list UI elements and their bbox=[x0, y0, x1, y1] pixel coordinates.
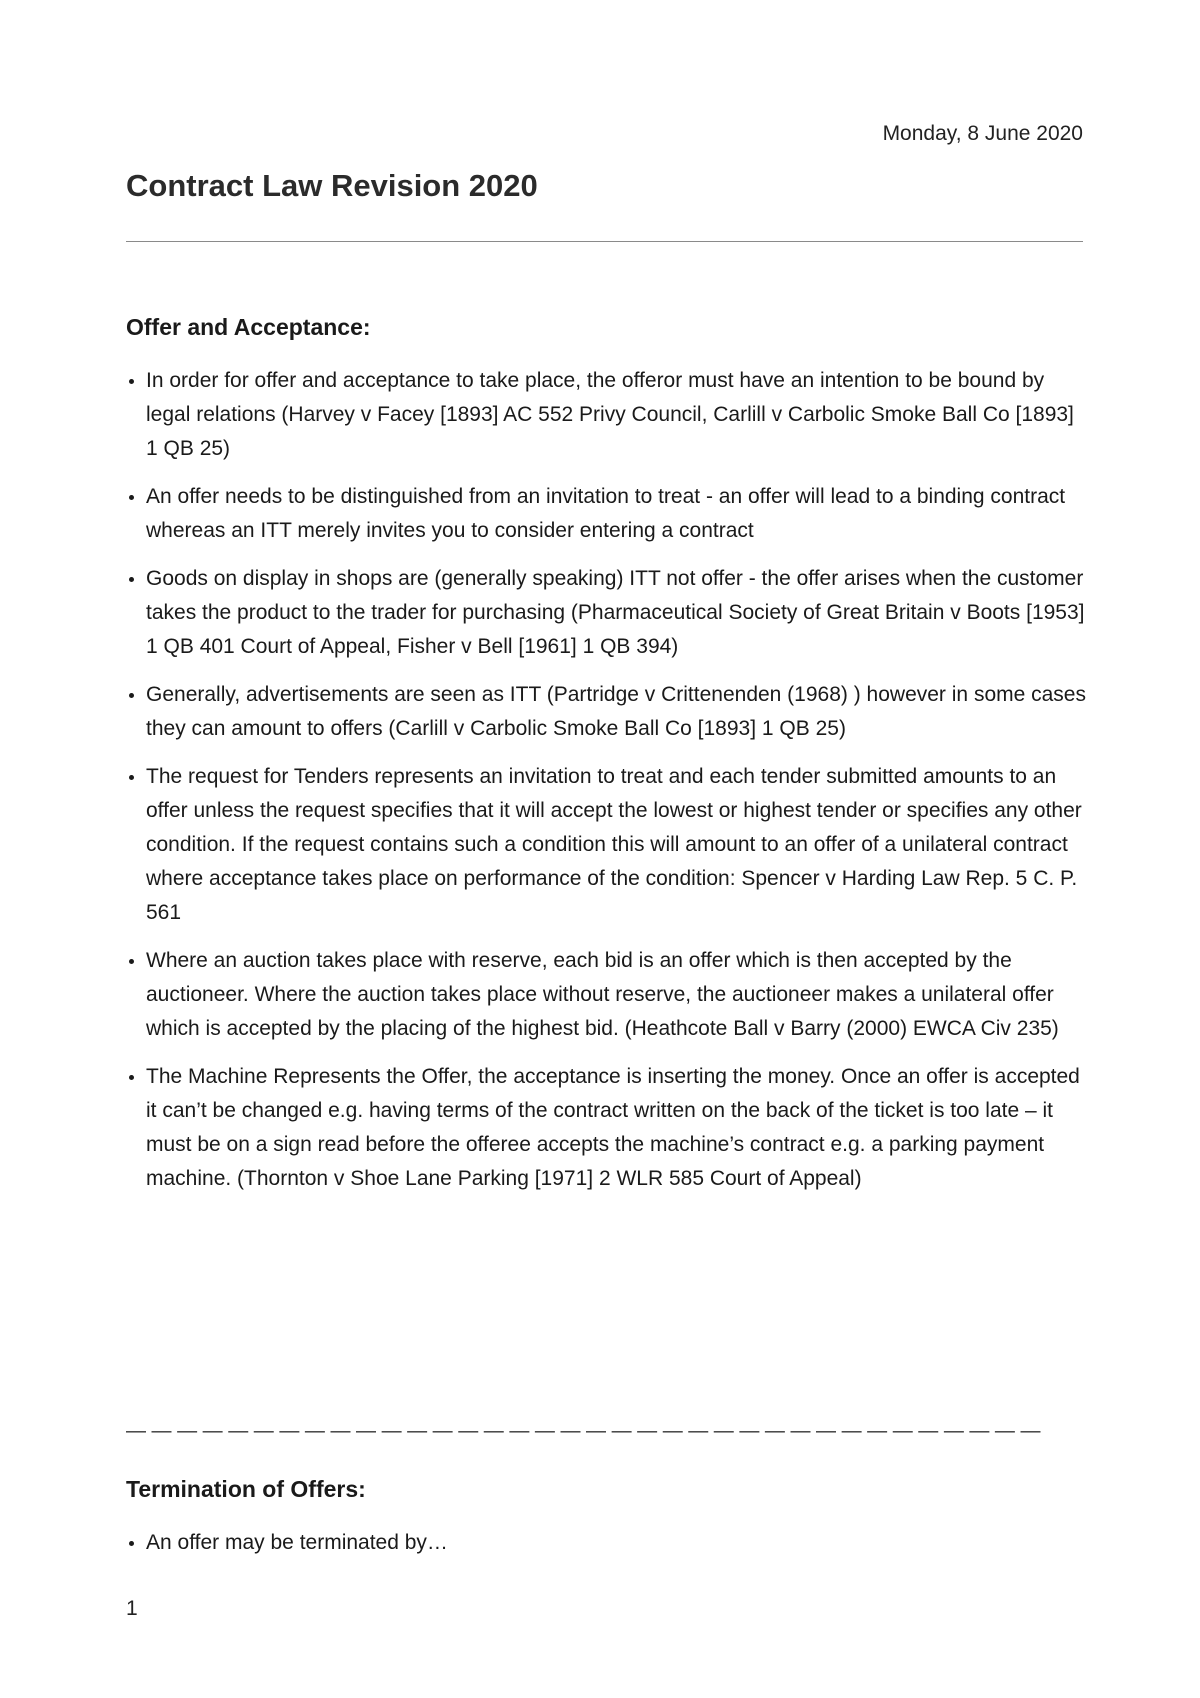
section-separator: — — — — — — — — — — — — — — — — — — — — — — — — — — — — — — — — — — — — bbox=[126, 1420, 1041, 1442]
list-item bbox=[126, 480, 1086, 548]
document-date: Monday, 8 June 2020 bbox=[882, 122, 1083, 145]
list-item-text: The Machine Represents the Offer, the acceptance is inserting the money. Once an offer is accepted it can’t be changed e.g. having terms of the contract written on the back of the ticket is too late – it must be on a sign read before the offeree accepts the machine’s contract e.g. a parking payment machine. (Thornton v Shoe Lane Parking [1971] 2 WLR 585 Court of Appeal) bbox=[146, 1065, 1080, 1190]
list-item bbox=[126, 1060, 1086, 1196]
list-item bbox=[126, 678, 1086, 746]
bullet-icon bbox=[129, 1541, 134, 1546]
list-item bbox=[126, 562, 1086, 664]
list-item bbox=[126, 944, 1086, 1046]
list-item-text: An offer may be terminated by… bbox=[146, 1531, 448, 1554]
section-heading-offer-acceptance: Offer and Acceptance: bbox=[126, 314, 371, 340]
bullet-icon bbox=[129, 495, 134, 500]
page-number: 1 bbox=[126, 1597, 138, 1620]
list-item bbox=[126, 760, 1086, 930]
bullet-icon bbox=[129, 775, 134, 780]
bullet-icon bbox=[129, 379, 134, 384]
page-title: Contract Law Revision 2020 bbox=[126, 168, 538, 203]
list-item-text: In order for offer and acceptance to take place, the offeror must have an intention to be bound by legal relations (Harvey v Facey [1893] AC 552 Privy Council, Carlill v Carbolic Smoke Ball Co [1893] 1 QB 25) bbox=[146, 369, 1074, 460]
list-item bbox=[126, 364, 1086, 466]
list-item-text: Goods on display in shops are (generally speaking) ITT not offer - the offer arises when the customer takes the product to the trader for purchasing (Pharmaceutical Society of Great Britain v Boots [1953] 1 QB 401 Court of Appeal, Fisher v Bell [1961] 1 QB 394) bbox=[146, 567, 1085, 658]
list-item-text: An offer needs to be distinguished from an invitation to treat - an offer will lead to a binding contract whereas an ITT merely invites you to consider entering a contract bbox=[146, 485, 1066, 542]
list-item-text: Generally, advertisements are seen as ITT (Partridge v Crittenenden (1968) ) however in some cases they can amount to offers (Carlill v Carbolic Smoke Ball Co [1893] 1 QB 25) bbox=[146, 683, 1086, 740]
list-item-text: Where an auction takes place with reserve, each bid is an offer which is then accepted by the auctioneer. Where the auction takes place without reserve, the auctioneer makes a unilateral offer which is accepted by the placing of the highest bid. (Heathcote Ball v Barry (2000) EWCA Civ 235) bbox=[146, 949, 1059, 1040]
bullet-icon bbox=[129, 577, 134, 582]
section-heading-termination: Termination of Offers: bbox=[126, 1476, 366, 1502]
bullet-icon bbox=[129, 693, 134, 698]
bullet-icon bbox=[129, 1075, 134, 1080]
offer-acceptance-list bbox=[126, 364, 1086, 1210]
list-item bbox=[126, 1526, 1086, 1560]
list-item-text: The request for Tenders represents an invitation to treat and each tender submitted amounts to an offer unless the request specifies that it will accept the lowest or highest tender or specifies any other condition. If the request contains such a condition this will amount to an offer of a unilateral contract where acceptance takes place on performance of the condition: Spencer v Harding Law Rep. 5 C. P. 561 bbox=[146, 765, 1082, 924]
termination-list bbox=[126, 1526, 1086, 1574]
title-divider bbox=[126, 241, 1083, 242]
bullet-icon bbox=[129, 959, 134, 964]
